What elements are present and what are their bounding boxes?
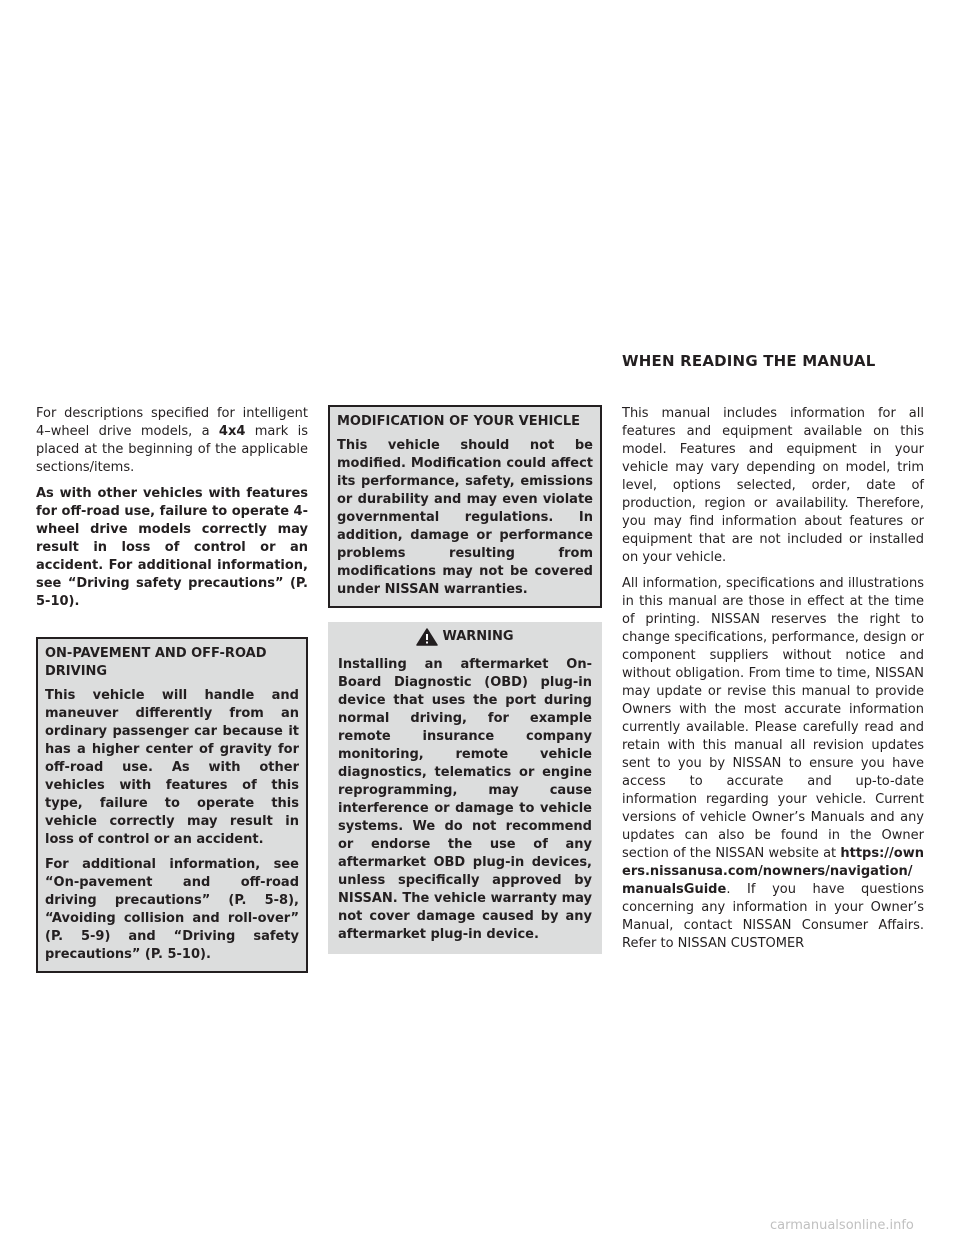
modification-caution-box xyxy=(328,405,602,608)
warning-triangle-icon xyxy=(416,628,438,646)
on-pavement-caution-box xyxy=(36,637,308,973)
offroad-caution-paragraph: As with other vehicles with features for off-road use, failure to operate 4-wheel drive models correctly may result in loss of control or an accident. For additional information, see “Driving safety precautions” (P. 5-10). xyxy=(36,486,308,609)
box-paragraph: For additional information, see “On-pavement and off-road driving precautions” (P. 5-8), “Avoiding collision and roll-over” (P. 5-9) and “Driving safety precautions” (P. 5-10). xyxy=(45,857,299,962)
owners-website-link[interactable]: https://owners.nissanusa.com/nowners/navigation/manualsGuide xyxy=(622,846,924,897)
footer-watermark: carmanualsonline.info xyxy=(770,1218,914,1233)
box-paragraph: This vehicle should not be modified. Modification could affect its performance, safety, emissions or durability and may even violate governmental regulations. In addition, damage or performance problems resulting from modifications may not be covered under NISSAN warranties. xyxy=(337,438,593,597)
box-title: MODIFICATION OF YOUR VEHICLE xyxy=(337,414,581,429)
box-title: ON-PAVEMENT AND OFF-ROAD DRIVING xyxy=(45,646,267,679)
column-left xyxy=(36,405,308,973)
manual-revision-paragraph: All information, specifications and illustrations in this manual are those in effect at the time of printing. NISSAN reserves the right to change specifications, performance, design or component suppliers without notice and without obligation. From time to time, NISSAN may update or revise this manual to provide Owners with the most accurate information currently available. Please carefully read and retain with this manual all revision updates sent to you by NISSAN to ensure you have access to accurate and up-to-date information regarding your vehicle. Current versions of vehicle Owner’s Manuals and any updates can also be found in the Owner section of the NISSAN website at https://owners.nissanusa.com/nowners/navigation/manualsGuide. If you have questions concerning any information in your Owner’s Manual, contact NISSAN Consumer Affairs. Refer to NISSAN CUSTOMER xyxy=(622,576,924,951)
section-title: WHEN READING THE MANUAL xyxy=(622,352,876,370)
column-right xyxy=(622,405,924,961)
column-middle xyxy=(328,405,602,954)
obd-warning-box xyxy=(328,622,602,954)
intro-paragraph: For descriptions specified for intelligent 4–wheel drive models, a 4x4 mark is placed at the beginning of the applicable sections/items. xyxy=(36,406,309,475)
warning-label: WARNING xyxy=(442,629,514,644)
box-paragraph: This vehicle will handle and maneuver differently from an ordinary passenger car because it has a higher center of gravity for off-road use. As with other vehicles with features of this type, failure to operate this vehicle correctly may result in loss of control or an accident. xyxy=(45,688,299,847)
warning-body: Installing an aftermarket On-Board Diagnostic (OBD) plug-in device that uses the port during normal driving, for example remote insurance company monitoring, remote vehicle diagnostics, telematics or engine reprogramming, may cause interference or damage to vehicle systems. We do not recommend or endorse the use of any aftermarket OBD plug-in devices, unless specifically approved by NISSAN. The vehicle warranty may not cover damage caused by any aftermarket plug-in device. xyxy=(338,657,592,942)
warning-header xyxy=(338,628,592,646)
manual-info-paragraph: This manual includes information for all features and equipment available on this model. Features and equipment in your vehicle may vary depending on model, trim level, options selected, order, date of production, region or availability. Therefore, you may find information about features or equipment that are not included or installed on your vehicle. xyxy=(622,406,924,565)
4x4-mark: 4x4 xyxy=(218,424,246,439)
